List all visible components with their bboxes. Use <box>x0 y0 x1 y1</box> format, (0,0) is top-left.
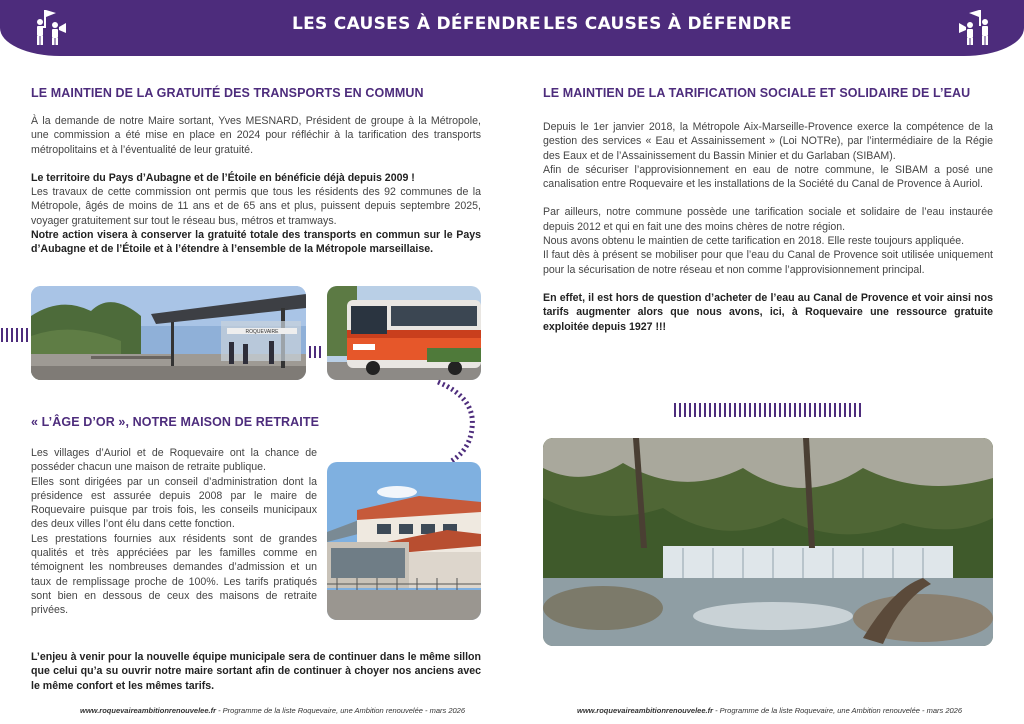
eau-p5: Il faut dès à présent se mobiliser pour que l’eau du Canal de Provence soit utilisée uniquement pour la sécurisation de notre réseau et non comme l’approvisionnement principal. <box>543 249 993 276</box>
retirement-home-photo <box>327 462 481 620</box>
right-footer-text: - Programme de la liste Roquevaire, une Ambition renouvelée - mars 2026 <box>713 706 963 715</box>
protester-megaphone-icon <box>955 8 995 48</box>
transports-text <box>31 114 481 257</box>
transports-p2: Les travaux de cette commission ont permis que tous les résidents des 92 communes de la Métropole, âgés de moins de 11 ans et de 65 ans et plus, puissent depuis septembre 2025, voyager gratuitement sur tout le réseau bus, métros et tramways. <box>31 186 481 227</box>
transports-action: Notre action visera à conserver la gratuité totale des transports en commun sur le Pays d’Aubagne et de l’Étoile et à l’étendre à l’ensemble de la Métropole marseillaise. <box>31 229 481 256</box>
waterfall-photo <box>543 438 993 646</box>
eau-text <box>543 120 993 334</box>
right-footer <box>577 706 962 715</box>
dash-ornament <box>0 328 30 342</box>
protester-megaphone-icon <box>30 8 70 48</box>
left-footer-site: www.roquevaireambitionrenouvelee.fr <box>80 706 217 715</box>
retraite-text <box>31 446 317 618</box>
right-footer-site: www.roquevaireambitionrenouvelee.fr <box>577 706 714 715</box>
curved-dash-ornament <box>432 378 480 464</box>
shelter-sign: ROQUEVAIRE <box>245 329 279 335</box>
eau-title: LE MAINTIEN DE LA TARIFICATION SOCIALE ET SOLIDAIRE DE L’EAU <box>543 86 971 100</box>
retraite-p2: Elles sont dirigées par un conseil d’administration dont la présidence est assurée depuis 2008 par le maire de Roquevaire puisque par trois fois, les conseils municipaux des deux villes l’ont élu dans cette fonction. <box>31 475 317 531</box>
left-footer-text: - Programme de la liste Roquevaire, une Ambition renouvelée - mars 2026 <box>216 706 466 715</box>
retraite-p1: Les villages d’Auriol et de Roquevaire ont la chance de posséder chacun une maison de retraite publique. <box>31 447 317 474</box>
eau-p4: Nous avons obtenu le maintien de cette tarification en 2018. Elle reste toujours appliquée. <box>543 235 965 248</box>
left-footer <box>80 706 465 715</box>
bus-photo <box>327 286 481 380</box>
retraite-p4: L’enjeu à venir pour la nouvelle équipe municipale sera de continuer dans le même sillon que celui qu’a su ouvrir notre maire sortant afin de continuer à choyer nos anciens avec le même confort et les mêmes tarifs. <box>31 651 481 692</box>
eau-p2: Afin de sécuriser l’approvisionnement en eau de notre commune, le SIBAM a posé une canalisation entre Roquevaire et les installations de la Société du Canal de Provence à Auriol. <box>543 163 993 191</box>
transports-title: LE MAINTIEN DE LA GRATUITÉ DES TRANSPORTS EN COMMUN <box>31 86 424 100</box>
right-page-title: LES CAUSES À DÉFENDRE <box>543 14 792 34</box>
eau-p3: Par ailleurs, notre commune possède une tarification sociale et solidaire de l’eau instaurée depuis 2012 et qui en fait une des moins chères de notre région. <box>543 206 993 233</box>
eau-p6: En effet, il est hors de question d’acheter de l’eau au Canal de Provence et voir ainsi nos tarifs augmenter alors que nous avons, ici, à Roquevaire une ressource gratuite exploitée depuis 1927 !!! <box>543 291 993 333</box>
left-page-title: LES CAUSES À DÉFENDRE <box>292 14 541 34</box>
dash-ornament <box>673 403 865 417</box>
bus-shelter-photo <box>31 286 306 380</box>
transports-highlight: Le territoire du Pays d’Aubagne et de l’Étoile en bénéficie déjà depuis 2009 ! <box>31 171 415 184</box>
retraite-title: « L’ÂGE D’OR », NOTRE MAISON DE RETRAITE <box>31 415 320 429</box>
retraite-enjeu <box>31 650 481 693</box>
dash-ornament <box>308 346 326 358</box>
header-banner <box>0 0 1024 56</box>
transports-p1: À la demande de notre Maire sortant, Yves MESNARD, Président de groupe à la Métropole, une commission a été mise en place en 2024 pour réfléchir à la tarification des transports métropolitains et à l’éventualité de leur gratuité. <box>31 115 481 156</box>
eau-p1: Depuis le 1er janvier 2018, la Métropole Aix-Marseille-Provence exerce la compétence de la gestion des services « Eau et Assainissement » (Loi NOTRe), par l’intermédiaire de la Régie des Eaux et de l’Assainissement du Bassin Minier et du Garlaban (SIBAM). <box>543 121 993 162</box>
retraite-p3: Les prestations fournies aux résidents sont de grandes qualités et très appréciées par les familles comme en témoignent les nombreuses demandes d’admission et un taux de remplissage proche de 100%. Les tarifs pratiqués sont bien en dessous de ceux des maisons de retraite privées. <box>31 532 317 617</box>
